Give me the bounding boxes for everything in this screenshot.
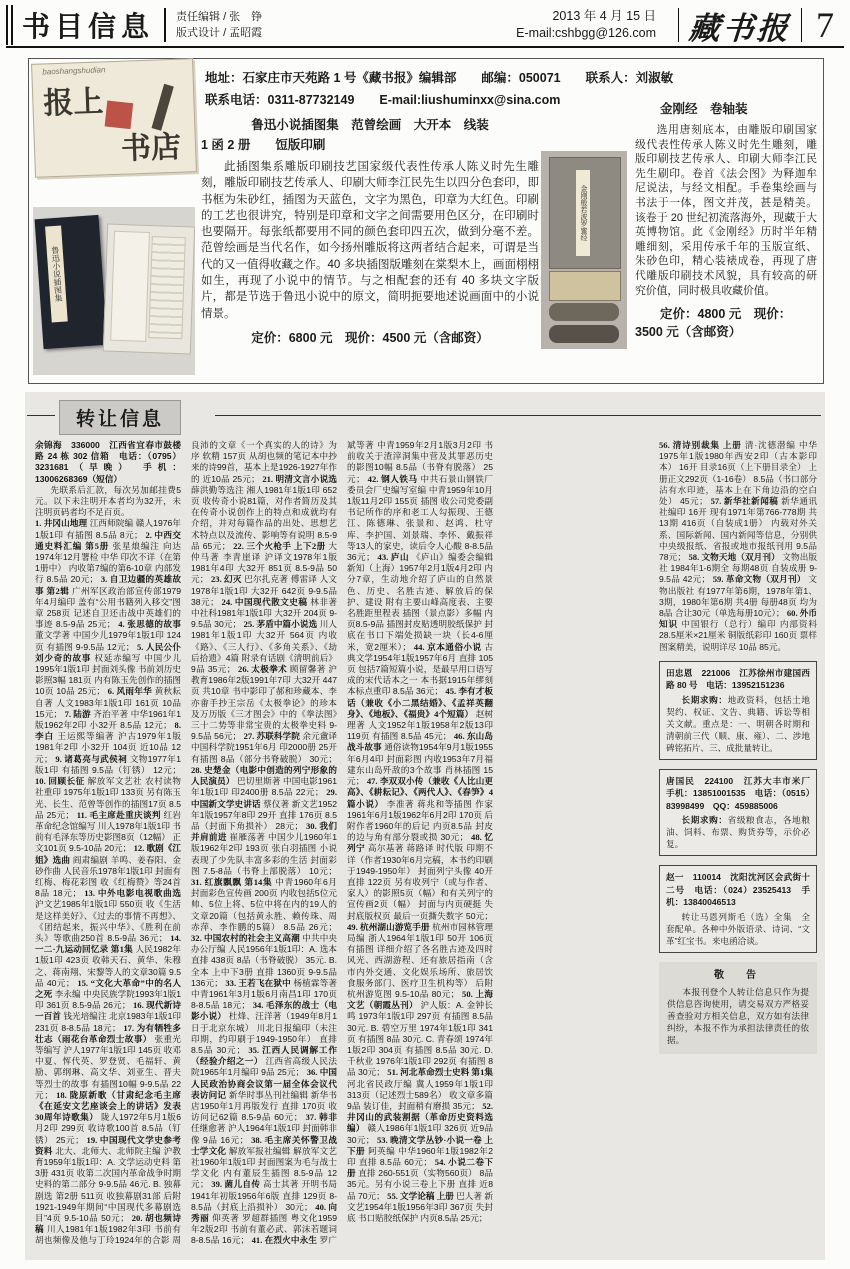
listing-item: 14. 一二·九运动回忆录 第1集 人民1982年1版1印 423页 收韩天石、黄华、朱穆之、蒋南翔、宋黎等人的文章30篇 9.5品 40元；: [35, 932, 181, 988]
right-listing-flow: [659, 440, 817, 653]
page-number: 7: [816, 5, 834, 45]
header-divider: [164, 8, 166, 42]
listing-item: 32. 中国农村的社会主义高潮 中共中央办公厅编 人民1956年1版1印：A. 选本 直排 438页 8品（书脊破脱） 35元. B. 全本 上中下3册 直排 1360页 9-9.5品 136元；: [191, 932, 337, 988]
scroll-title-label: 金刚般若波罗蜜经: [576, 170, 590, 256]
listing-item: 52. 井冈山的武装割据（革命历史资料选编） 赣人1986年1版1印 326页 近9品 30元；: [347, 1100, 493, 1145]
listing-item: 35. 江西人民调解工作（经验介绍之一） 江西省高级人民法院1965年1月编印 9品 25元；: [191, 1044, 337, 1078]
ad2-price: 定价：4800 元 现价：3500 元（含邮资）: [635, 307, 792, 340]
bookstore-stamp-image: [31, 58, 197, 178]
notice-box: [659, 962, 817, 1055]
book-page: [110, 231, 150, 342]
stamp-word-1: 报上: [42, 85, 105, 121]
listing-item: 54. 小说二卷下册 直排 260-551页（实物560页） 8品 35元。另有小说三卷上下册 直排 近8品 70元；: [347, 1157, 493, 1201]
listing-item: 34. 毛泽东的战士（电影小说） 杜烽、汪洋著（1949年8月1日于北京东城） 川北日报编印（未注印期，约印刷于1949-1950年） 直排 8.5品 30元；: [191, 1000, 337, 1055]
box-body: 转让马恩列斯毛（选）全集 全套配单。各种中外版语录、诗词、“文革”红宝书。来电函洽谈。: [666, 911, 810, 946]
listing-item: 49. 杭州湖山游览手册 杭州市园林管理局编 浙人1964年1版1印 50开 106页 有插图 详细介绍了各名胜古迹及四时风光、西湖游程、还有旅居指南（含市内外交通、文化娱乐场所、旅居饮食服务部门、医疗卫生机构等） 后附杭州游览图 9.5-10品 80元；: [347, 921, 493, 999]
box-title: 田忠恩 221006 江苏徐州市建国西路 80 号 电话：13952151236: [666, 667, 810, 691]
open-book-image: [103, 224, 195, 355]
listing-item: 11. 毛主席赴重庆谈判 红岩革命纪念馆编写 川人1978年1版1印 书前有毛泽东等历史影图8页（12幅） 正文101页 9.5-10品 20元；: [35, 809, 181, 854]
ad1-title-line2: 1 函 2 册 饾版印刷: [201, 138, 326, 152]
listing-item: 22. 三个火枪手 上下2册 大仲马著 李青崖译 沪译文1978年1版1981年4印 大32开 851页 8.5-9品 50元；: [191, 540, 337, 585]
ad-jingangjing: [635, 99, 817, 340]
transfer-info-section: [25, 392, 825, 1260]
listing-item: 56. 清诗别裁集 上册 清·沈德潜编 中华1975年1版1980年西安2印（古本影印本） 16开 目录16页（上下册目录全） 上册正文292页（1-16卷） 8.5品（书口部分沾有水印迹，基本上在下角边沿的空白处） 45元；: [659, 440, 817, 507]
phone-line: 联系电话：0311-87732149 E-mail:liushuminxx@sina.com: [205, 93, 561, 107]
listing-item: 43. 庐山 《庐山》编委会编辑 新知（上海）1957年2月1版4月2印 内分7章，生动地介绍了庐山的自然景色、历史、名胜古迹、解放后的保护、建设 附有主要山峰高度表、主要名胜距里程表 插图（景点影）多幅 内页8.5-9品 插图封皮贴透明胶纸保护 封底在书口下端处损缺一块（长4-6厘米，宽2厘米）；: [347, 552, 493, 652]
stamp-pinyin: baoshangshudian: [42, 65, 106, 77]
listing-item: 17. 为有牺牲多壮志（雨花台革命烈士故事） 张重光等编写 沪人1977年1版1印 145页 收邓中夏、恽代英、罗登贤、毛福轩、黄励、郭纲琳、高文华、刘亚生、晋夫等烈士的故事 有插图10幅 9-9.5品 22元；: [35, 1022, 181, 1100]
rule-right: [215, 415, 821, 416]
section-title: 书目信息: [6, 5, 154, 45]
listing-item: 7. 陆游 齐治平著 中华1961年1版1962年2印 小32开 8.5品 12元；: [35, 708, 181, 731]
scroll-painting-strip: [549, 271, 621, 301]
listing-item: 6. 风雨年华 黄秋耘自著 人文1983年1版1印 161页 10品 15元；: [35, 686, 182, 719]
seller-contact: 余锦海 336000 江西省宜春市鼓楼路 24 栋 302 信箱 电话：（0795）3231681（早晚） 手机：13006268369（短信）: [35, 440, 181, 484]
listing-item: 27. 苏联科学院 余元盦译 中国科学院1951年6月 印2000册 25开 有插图 8品（部分书脊破脱） 30元；: [191, 731, 338, 764]
listing-item: 2. 中西交通史料汇编 第5册 张星烺编注 向达1974年12月署检 中华 印次不详（在第1册中） 内收第7编的第6-10章 内部发行 8.5品 20元；: [35, 529, 181, 585]
box-title: 赵一 110014 沈阳沈河区会武街十二号 电话：（024）23525413 手机：13840046513: [666, 872, 810, 908]
listing-intro: 先联系后汇款，每次另加邮挂费5元。以下未注明开本者均为32开，未注明页码者均不足百页。: [35, 484, 181, 518]
listing-item: 44. 京本通俗小说 古典文学1954年1版1957年6月 直排 105页 包括7篇短篇小说，是最早用口语写成的宋代话本之一 本书据1915年缪刻本标点重印 8.5品 36元；: [347, 641, 493, 697]
right-column: [659, 440, 817, 1250]
listing-item: 58. 文物天地（双月刊） 文物出版社 1984年1-6期全 每期48页 自装成册 9-9.5品 42元；: [659, 552, 817, 585]
book-title-label: 鲁迅小说插图集: [45, 226, 68, 323]
listing-item: 45. 李有才板话（兼收《小二黑结婚》、《孟祥英翻身》、《地板》、《福贵》4个短篇） 赵树理著 人文1952年1版1958年2版13印 119页 有插图 8.5品 45元；: [347, 686, 494, 742]
listing-item: 21. 明清文言小说选 薛洪勤等选注 湘人1981年1版1印 652页 收传奇小说81篇，对作者简历及其在传奇小说创作上的特点和成就均有介绍，并对每篇作品的出处、思想艺术特点以及流传、影响等有说明 8.5-9品 65元；: [191, 473, 337, 551]
transfer-boxes: [659, 661, 817, 1055]
listing-item: 37. 韩非 任继愈著 沪人1964年1版1印 封面韩非像 9品 16元；: [191, 1112, 337, 1145]
book-cover-image: [35, 215, 108, 349]
listing-item: 30. 我们并肩前进 崔雁荡著 中国少儿1960年1版1962年2印 193页 张白羽插图 小说表现了少先队丰富多彩的生活 封面彩图 7.5-8品（书脊上部脱落） 10元；: [191, 820, 337, 876]
ad2-title: 金刚经 卷轴装: [660, 102, 748, 116]
listing-item: 47. 李双双小传（兼收《人比山更高》、《耕耘记》、《两代人》、《春笋》4篇小说） 李准著 蒋兆和等插图 作家1961年6月1版1962年6月2印 170页 后附作者1960年的后记 内页8.5品 封皮的边与角有部分裂或损 30元；: [347, 776, 493, 843]
listing-item: 8. 李白 王运熙等编著 沪古1979年1版1981年2印 小32开 104页 近10品 12元；: [35, 720, 181, 764]
jingangjing-photo: [541, 151, 627, 349]
listing-item: 38. 毛主席关怀警卫战士学文化 解放军报社编辑 解放军文艺社1960年1版1印 封面图案为毛与战士学文化 内有董辰生插图 8.5-9品 12元；: [191, 1134, 337, 1190]
editor-email: E-mail:cshbgg@126.com: [516, 26, 656, 40]
listing-item: 41. 在烈火中永生 罗广斌等著 中青1959年2月1版3月2印 书前收关于渣滓洞集中营及其罪恶历史的影图10幅 8.5品（书脊有脱落） 25元；: [251, 440, 493, 1246]
listing-item: 18. 陇原新歌（甘肃纪念毛主席《在延安文艺座谈会上的讲话》发表30周年诗歌集） 陇人1972年5月1版6月2印 299页 收诗歌100首 8.5品（钉锈） 25元；: [35, 1089, 181, 1145]
scroll-roll: [549, 303, 619, 321]
listing-item: 50. 上海文艺（朝霞丛刊） 沪人版：A. 金钟长鸣 1973年1版1印 297页 有插图 8.5品 30元. B. 碧空万里 1974年1版1印 341页 有插图 8品 30元. C. 青春颂 1974年1版2印 304页 有插图 8.5品 30元. D. 千秋业 1976年1版1印 292页 有插图 8品 30元；: [347, 988, 493, 1078]
date-email: [516, 8, 656, 42]
listing-item: 24. 中国现代散文史稿 林非著 中社科1981年1版1印 大32开 204页 9-9.5品 30元；: [191, 596, 337, 630]
luxun-book-photo: [33, 207, 195, 375]
listing-item: 48. 忆列宁 高尔基著 蒋路译 时代版 印期不详（作者1930年6月完稿，本书约印刷于1949-1950年） 封面列宁头像 40开 直排 122页 另有收列宁（或与作者、家人）的影照5页（幅）和有关列宁的宣传画2页（幅） 封面与内页硬挺 失封底版权页 最后一页撕失数字 50元；: [347, 832, 493, 921]
wanted-ad-box: [659, 661, 817, 760]
listing-item: 4. 张思德的故事 董文学著 中国少儿1979年1版1印 124页 有插图 9-9.5品 12元；: [35, 619, 181, 652]
listing-item: 42. 钢人铁马 中共石景山钢铁厂委员会厂史编写室编 中青1959年10月1版11月2印 155页 插图 收公司党委副书记所作的序和老工人勾振现、王德江、陈德琳、张景和、赵鸿、杜守库、李护国、刘景瑞、李怀、戴振祥等13人的家史，读后令人心酸 8-8.5品 36元；: [347, 473, 493, 563]
listing-item: 28. 史楚金（电影中创造的列宁形象的人民演员） 巴切里斯著 中国电影1961年1版1印 印2400册 8.5品 22元；: [191, 764, 337, 798]
ad2-body: 选用唐刻底本，由雕版印刷国家级代表性传承人陈义时先生雕刻，雕版印刷技艺传承人、印刷大师李江民先生刷印。卷首《法会图》为释迦牟尼说法，与经文相配。手卷集绘画与书法于一体，图文并茂，甚是精美。该卷于 20 世纪初流落海外，现藏于大英博物馆。此《金刚经》历时半年精雕细刻，采用传承千年的玉版宣纸、朱砂色印，精心装裱成卷，再现了唐代雕版印刷技术风貌，具有较高的研究价值，同时极具收藏价值。: [635, 124, 817, 297]
box-body: 长期求购：省级粮食志，各地粮油、饲料、布票、购货券等，示价必复。: [666, 815, 810, 850]
listing-item: 3. 自卫边疆的英雄故事 第2辑 广州军区政治部宣传部1979年4月编印 盖有“公用书籍列入移交”图章 258页 记述自卫还击战中英雄们的事迹 8.5-9品 25元；: [35, 574, 181, 630]
listing-item: 36. 中国人民政治协商会议第一届全体会议代表访问记 新华时事丛刊社编辑 新华书店1950年1月再版发行 直排 170页 收访问记62篇 8.5-9品 60元；: [191, 1067, 337, 1123]
newspaper-masthead: 藏书报: [687, 10, 793, 46]
listing-item: 51. 河北革命烈士史料 第1集 河北省民政厅编 冀人1959年1版1印 313页（记述烈士589名） 收文章多篇 9品 装订佳，封面稍有磨损 35元；: [347, 1067, 493, 1111]
listing-item: 55. 文学论稿 上册 巴人著 新文艺1954年1版1956年3印 367页 失封底 书口贴胶纸保护 内页8.5品 25元；: [347, 1190, 493, 1224]
wanted-ad-box: [659, 865, 817, 953]
box-title: 唐国民 224100 江苏大丰市米厂 手机：13851001535 电话：（0515）83998499 QQ：459885006: [666, 775, 819, 811]
issue-date: 2013 年 4 月 15 日: [552, 9, 656, 23]
listing-item: 13. 中外电影电视歌曲选 沪文艺1985年1版1印 550页 收《生活是这样美好》、《过去的事情不再想》、《团结起来，振兴中华》、《胜利在前头》等歌曲250首 8.5-9品 36元；: [35, 888, 181, 943]
listing-item: 53. 晚清文学丛钞·小说一卷 上下册 阿英编 中华1960年1版1982年2印 直排 8.5品 60元；: [347, 1134, 493, 1167]
wanted-ad-box: [659, 769, 817, 857]
ad1-body: 此插图集系雕版印刷技艺国家级代表性传承人陈义时先生雕刻，雕版印刷技艺传承人、印刷大师李江民先生以四分色套印，即书框为朱砂红，插图为天蓝色，文字为黑色，印章为大红色。印刷的工艺也很讲究，特别是印章和文字之间需要用色区分，在印刷时也要隔开。每张纸都要用不同的颜色套印四五次，做到分毫不差。范曾绘画是当代名作，如今扬州雕版将这两者结合起来，可谓是当代的又一值得收藏之作。40 多块插图版雕刻在棠梨木上，画面栩栩如生，再现了小说中的情节。与之相配套的还有 40 多块文字版片，都是节选于鲁迅小说中的原文，简明扼要地述说画面中的小说情景。: [201, 161, 539, 320]
listing-item: 60. 外币知识 中国银行（总行）编印 内部资料 28.5厘米×21厘米 铜版纸彩印 160页 票样图案精美，说明详尽 10品 85元。: [659, 608, 817, 652]
ad1-title-line1: 鲁迅小说插图集 范曾绘画 大开本 线装: [251, 118, 489, 132]
listing-item: 9. 诸葛亮与武侯祠 文物1977年1版1印 有插图 9.5品（钉锈） 12元；: [35, 753, 181, 775]
listing-flow: [35, 440, 649, 1248]
listing-item: 31. 红旗飘飘 第14集 中青1960年6月 封面彩色宣传画 200页 内收包括5位元帅、5位上将、5位中将在内的19人的文章20篇（包括黄永胜、赖传珠、周赤萍、李作鹏的5篇） 8.5品 26元；: [191, 876, 337, 932]
designer-line: 版式设计 / 孟昭霞: [176, 27, 263, 39]
scroll-roll: [549, 325, 619, 343]
listing-item: 5. 人民公仆刘少奇的故事 权延赤编写 中国少儿1995年1版1印 封面刘头像 书前刘历史影照3幅 181页 内有陈玉先创作的插图10页 10品 25元；: [35, 641, 181, 697]
illustration-page: [148, 236, 186, 339]
listing-item: 23. 幻灭 巴尔扎克著 傅雷译 人文1978年1版1印 大32开 642页 9-9.5品 38元；: [191, 574, 337, 607]
listing-item: 1. 井冈山地理 江西师院编 赣人1976年1版1印 有插图 8.5品 8元；: [35, 518, 181, 540]
ad1-price: 定价：6800 元 现价：4500 元（含邮资）: [251, 330, 489, 345]
listing-item: 19. 中国现代文学史参考资料 北大、北师大、北师院主编 沪教育1959年1版1印：A. 文学运动史料 第3册 431页 收第二次国内革命战争时期史料的第二部分 9-9.5品 46元. B. 独幕剧选 第2册 511页 收独幕剧31部 后附1921-1949年期间“中国现代多幕剧选目”4页 9.5-10品 50元；: [35, 1134, 181, 1224]
box-body: 长期求购：地政资料，包括土地契约、权证、文告、典籍、诉讼等相关文献。重点是：一、明朝各时期和清朝前三代（顺、康、雍）、二、涉地碑铭拓片、三、成批量转让。: [666, 694, 810, 753]
editor-line: 责任编辑 / 张 铮: [176, 11, 263, 23]
listing-item: 29. 中国新文学史讲话 蔡仪著 新文艺1952年1版1957年8印 29开 直排 176页 8.5品（封面下角损补） 28元；: [191, 787, 337, 831]
listing-item: 20. 胡也频诗稿 川人1981年1版1982年3印 书前有胡也频像及他与丁玲1924年的合影 周良沛的文章《一个真实的人的诗》为序 软精 157页 从胡也频的笔记本中抄来的诗99首，基本上是1926-1927年作的 近10品 25元；: [35, 440, 337, 1246]
header-divider: [801, 8, 802, 42]
listing-item: 39. 菌儿自传 高士其著 开明书局1941年初版1956年6版 直排 129页 8-8.5品（封底上沿损补） 30元；: [191, 1179, 337, 1212]
listing-item: 40. 向秀丽 仰英著 罗超群插图 粤文化1959年2版2印 书前有董必武、郭沫若题词 8-8.5品 16元；: [191, 1201, 337, 1246]
transfer-section-header: [25, 400, 825, 432]
editor-credits: [176, 9, 262, 41]
address-line: 地址：石家庄市天苑路 1 号《藏书报》编辑部 邮编：050071 联系人：刘淑敏: [205, 71, 674, 85]
transfer-section-title: 转让信息: [59, 400, 181, 435]
listing-item: 57. 新华社新闻稿 新华通讯社编印 16开 现有1971年第766-778期 共13期 416页（自装成1册） 内载对外关系、国际新闻、国内新闻等信息，分别供中央级报纸、省报或地市报纸刊用 9.5品 78元；: [659, 496, 817, 563]
rule-left: [27, 415, 55, 416]
listing-item: 15. “文化大革命”中的名人之死 李永编 中央民族学院1993年1版1印 361页 8.5-9品 26元；: [35, 977, 181, 1011]
listing-item: 12. 歌剧《江姐》选曲 阎肃编剧 羊鸣、姜春阳、金砂作曲 人民音乐1978年1版1印 封面有红梅、梅花彩图 收《红梅赞》等24首 8品 18元；: [35, 843, 181, 899]
listing-item: 33. 王若飞在狱中 杨植霖等著 中青1961年3月1版6月南昌1印 170页 8-8.5品 18元；: [191, 977, 337, 1011]
page-header: [6, 4, 844, 48]
bookstore-section: [28, 58, 824, 384]
listing-item: 46. 东山岛战斗故事 通俗读物1954年9月1版1955年6月4印 封面彩图 内收1953年7月福建东山岛歼敌的3个故事 肖林插图 15元；: [347, 731, 493, 787]
header-divider: [678, 8, 679, 42]
box-title: 敬 告: [714, 969, 762, 981]
scroll-case-image: [549, 157, 621, 269]
ad-luxun-illustrations: [201, 115, 539, 346]
listing-item: 16. 现代新诗一百首 钱光培编注 北京1983年1版1印 231页 8-8.5品 18元；: [35, 1000, 181, 1033]
stamp-word-2: 书店: [120, 130, 182, 166]
listing-item: 26. 太极拳术 顾留馨著 沪教育1986年2版1991年7印 大32开 447页 共10章 书中影印了郝和珍藏本、李亦畬手抄王宗岳《太极拳论》的珍本及万历版《三才图会》中的《拳法图》三十二势等非常宝贵的太极拳史料 9-9.5品 56元；: [191, 664, 337, 742]
listing-item: 59. 革命文物（双月刊） 文物出版社 有1977年第6期，1978年第1、3期，1980年第6期 共4册 每册48页 均为8品 合让30元（单选每册10元）；: [659, 574, 818, 619]
listing-item: 25. 茅盾中篇小说选 川人1981年1版1印 大32开 564页 内收《路》、《三人行》、《多角关系》、《劫后拾遗》4篇 附录有话剧《清明前后》 9品 35元；: [191, 619, 338, 675]
listing-item: 10. 回顾长征 解放军文艺社 农村读物社重印 1975年1版1印 133页 另有陈玉光、长生、范曾等创作的插图17页 8.5品 25元；: [35, 776, 181, 820]
box-body: 本报刊登个人转让信息只作为提供信息咨询使用，请交易双方严格妥善查验对方相关信息，双方如有法律纠纷，本报不作为承担法律责任的依据。: [667, 987, 809, 1046]
